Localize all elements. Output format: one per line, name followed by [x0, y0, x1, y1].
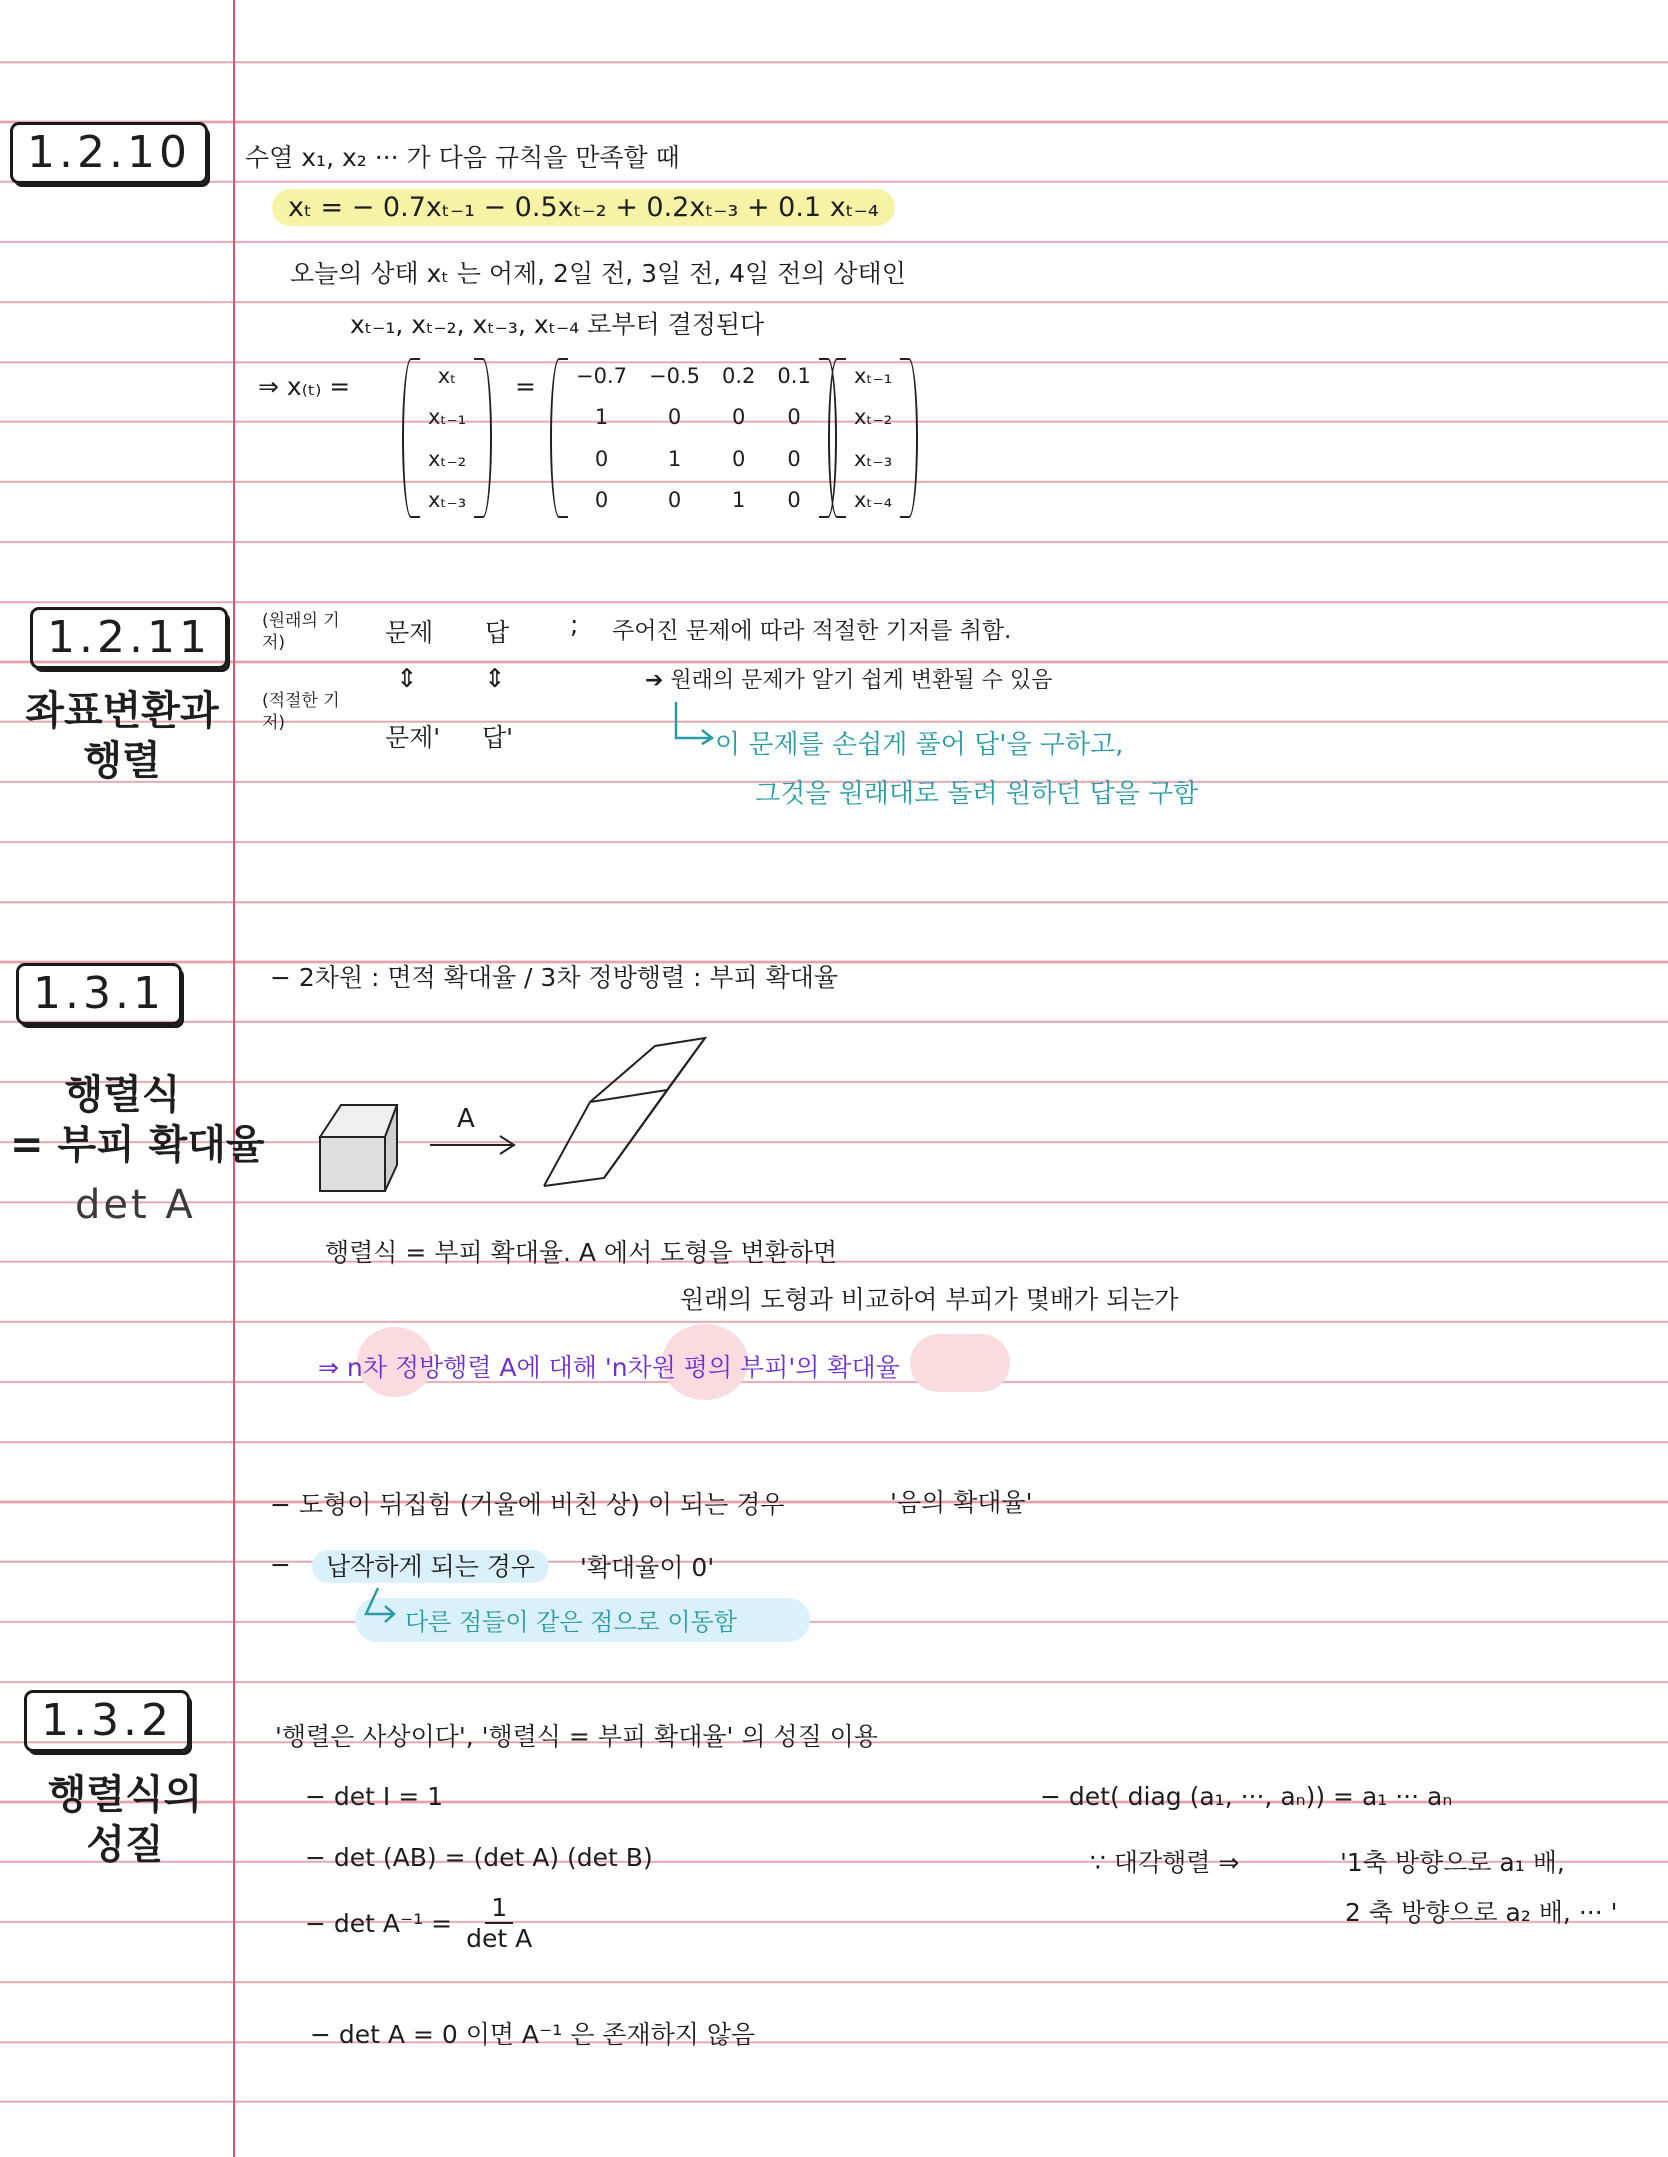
topic-determinant-properties: [25, 1770, 225, 1870]
state-vector-entry: xₜ₋₂: [428, 446, 467, 471]
previous-vector-entry: xₜ₋₁: [854, 363, 893, 388]
pink-highlight-blob: [910, 1334, 1010, 1392]
topic-line: 좌표변환과: [25, 688, 219, 734]
matrix-cell: 1: [594, 405, 609, 430]
negative-scale-case: − 도형이 뒤집힘 (거울에 비친 상) 이 되는 경우: [270, 1490, 785, 1519]
flat-case: 납작하게 되는 경우: [312, 1547, 549, 1583]
property-singular: − det A = 0 이면 A⁻¹ 은 존재하지 않음: [310, 2020, 756, 2049]
state-vector-entry: xₜ: [437, 363, 457, 388]
coefficient-matrix: [550, 358, 837, 518]
property-product: − det (AB) = (det A) (det B): [305, 1843, 653, 1872]
matrix-cell: 1: [732, 488, 746, 513]
teal-note-1: 이 문제를 손쉽게 풀어 답'을 구하고,: [715, 730, 1124, 760]
basis-note-1: 주어진 문제에 따라 적절한 기저를 취함.: [612, 618, 1012, 644]
matrix-cell: −0.7: [576, 363, 627, 388]
recurrence-equation: xₜ = − 0.7xₜ₋₁ − 0.5xₜ₋₂ + 0.2xₜ₋₃ + 0.1 xₜ₋₄: [272, 192, 895, 223]
topic-line: 행렬: [83, 738, 161, 784]
problem-correspondence-arrow: ⇕: [396, 664, 418, 694]
problem-prime-label: 문제': [385, 723, 441, 752]
matrix-cell: 0.1: [777, 363, 811, 388]
parallelepiped-icon: [540, 1030, 715, 1190]
state-vector-entry: xₜ₋₁: [428, 405, 467, 430]
zero-scale-label: '확대율이 0': [580, 1553, 715, 1582]
previous-vector-entry: xₜ₋₄: [854, 488, 893, 513]
purple-summary-line: ⇒ n차 정방행렬 A에 대해 'n차원 평의 부피'의 확대율: [318, 1353, 900, 1382]
section-label-1-3-1: 1.3.1: [16, 963, 182, 1025]
teal-hook-arrow-icon: [672, 700, 720, 746]
matrix-cell: 0: [667, 405, 682, 430]
section-label-1-2-11: 1.2.11: [30, 607, 228, 669]
problem-label: 문제: [385, 618, 434, 647]
previous-vector-entry: xₜ₋₃: [854, 446, 893, 471]
right-arrow-icon: [428, 1130, 518, 1160]
state-description-1: 오늘의 상태 xₜ 는 어제, 2일 전, 3일 전, 4일 전의 상태인: [290, 259, 906, 288]
teal-hook-arrow-icon: [358, 1586, 398, 1630]
determinant-definition-2: 원래의 도형과 비교하여 부피가 몇배가 되는가: [680, 1285, 1179, 1314]
topic-coordinate-transform: [22, 686, 222, 786]
equals-sign: =: [515, 372, 536, 401]
properties-intro: '행렬은 사상이다', '행렬식 = 부피 확대율' 의 성질 이용: [275, 1722, 878, 1751]
matrix-cell: 0: [787, 488, 801, 513]
topic-line: 성질: [86, 1822, 164, 1868]
matrix-cell: 0: [594, 488, 609, 513]
topic-line: = 부피 확대율: [10, 1122, 265, 1168]
suitable-basis-label: (적절한 기저): [262, 691, 340, 733]
vector-lhs: ⇒ x₍ₜ₎ =: [258, 372, 351, 401]
property-inverse: [305, 1893, 532, 1953]
topic-line: 행렬식: [64, 1072, 181, 1118]
transform-arrow-label: A: [457, 1104, 475, 1134]
matrix-cell: 0: [732, 446, 746, 471]
original-basis-label: (원래의 기저): [262, 611, 340, 653]
topic-determinant-volume: [10, 1070, 265, 1170]
area-volume-scale-note: − 2차원 : 면적 확대율 / 3차 정방행렬 : 부피 확대율: [270, 963, 839, 992]
inverse-fraction: [466, 1893, 532, 1953]
matrix-cell: 0: [667, 488, 682, 513]
diagonal-axis-2: 2 축 방향으로 a₂ 배, ··· ': [1345, 1898, 1618, 1927]
matrix-cell: 1: [667, 446, 682, 471]
property-diagonal: − det( diag (a₁, ···, aₙ)) = a₁ ··· aₙ: [1040, 1782, 1453, 1811]
answer-prime-label: 답': [482, 723, 514, 752]
determinant-definition-1: 행렬식 = 부피 확대율. A 에서 도형을 변환하면: [325, 1238, 838, 1267]
topic-line: 행렬식의: [47, 1772, 203, 1818]
property-inverse-prefix: − det A⁻¹ =: [305, 1908, 453, 1938]
state-vector: [402, 358, 492, 518]
matrix-cell: 0.2: [722, 363, 756, 388]
previous-state-vector: [828, 358, 918, 518]
answer-correspondence-arrow: ⇕: [484, 664, 506, 694]
fraction-denominator: det A: [466, 1924, 533, 1953]
basis-note-2: ➔ 원래의 문제가 알기 쉽게 변환될 수 있음: [645, 668, 1053, 693]
semicolon: ;: [570, 610, 579, 639]
matrix-cell: 0: [594, 446, 609, 471]
fraction-numerator: 1: [485, 1893, 513, 1924]
matrix-cell: −0.5: [649, 363, 700, 388]
teal-note-2: 그것을 원래대로 돌려 원하던 답을 구함: [755, 779, 1199, 809]
flat-case-note: 다른 점들이 같은 점으로 이동함: [405, 1608, 737, 1636]
state-vector-entry: xₜ₋₃: [428, 488, 467, 513]
cube-icon: [315, 1095, 405, 1195]
diagonal-reason: ∵ 대각행렬 ⇒: [1090, 1848, 1240, 1877]
negative-scale-label: '음의 확대율': [890, 1488, 1033, 1517]
topic-det-a: det A: [75, 1182, 196, 1228]
previous-vector-entry: xₜ₋₂: [854, 405, 893, 430]
matrix-cell: 0: [787, 405, 801, 430]
section-label-1-3-2: 1.3.2: [24, 1690, 190, 1752]
diagonal-axis-1: '1축 방향으로 a₁ 배,: [1340, 1848, 1565, 1877]
property-identity: − det I = 1: [305, 1782, 444, 1811]
section-label-1-2-10: 1.2.10: [10, 122, 208, 184]
flat-case-dash: −: [270, 1550, 291, 1579]
sequence-intro: 수열 x₁, x₂ ··· 가 다음 규칙을 만족할 때: [245, 143, 680, 172]
state-description-2: xₜ₋₁, xₜ₋₂, xₜ₋₃, xₜ₋₄ 로부터 결정된다: [350, 310, 765, 339]
matrix-cell: 0: [732, 405, 746, 430]
answer-label: 답: [485, 618, 510, 647]
matrix-cell: 0: [787, 446, 801, 471]
